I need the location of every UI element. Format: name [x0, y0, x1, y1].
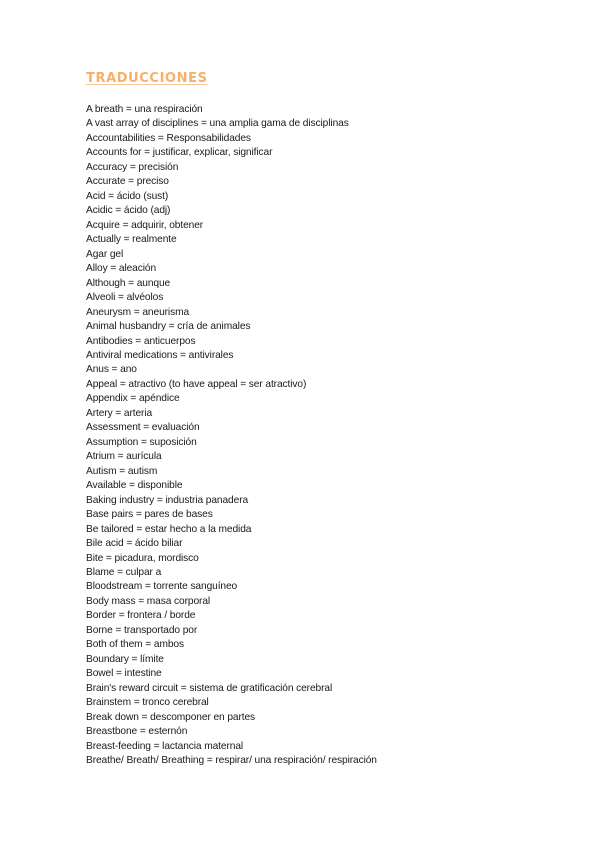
glossary-entry: Baking industry = industria panadera: [86, 494, 249, 506]
glossary-entry: Bowel = intestine: [86, 668, 162, 680]
glossary-entry: Blame = culpar a: [86, 567, 162, 578]
glossary-list: [86, 103, 377, 769]
glossary-entry: Antibodies = anticuerpos: [86, 335, 196, 347]
glossary-entry: Acquire = adquirir, obtener: [86, 219, 204, 231]
glossary-entry: Alloy = aleación: [86, 263, 157, 275]
glossary-entry: Acidic = ácido (adj): [86, 205, 171, 217]
page-title: TRADUCCIONES: [86, 71, 208, 86]
glossary-entry: Body mass = masa corporal: [86, 595, 211, 607]
glossary-entry: Alveoli = alvéolos: [86, 292, 164, 304]
glossary-entry: Aneurysm = aneurisma: [86, 306, 190, 318]
glossary-entry: Anus = ano: [86, 364, 137, 376]
glossary-entry: Assumption = suposición: [86, 436, 197, 448]
glossary-entry: Brainstem = tronco cerebral: [86, 697, 209, 709]
glossary-entry: Agar gel: [86, 248, 124, 260]
glossary-entry: Breastbone = esternón: [86, 726, 188, 738]
glossary-entry: Both of them = ambos: [86, 639, 184, 651]
glossary-entry: A breath = una respiración: [86, 104, 203, 115]
glossary-entry: Appeal = atractivo (to have appeal = ser atractivo): [86, 378, 307, 390]
glossary-entry: Accuracy = precisión: [86, 161, 179, 173]
glossary-entry: Be tailored = estar hecho a la medida: [86, 523, 252, 535]
glossary-entry: Actually = realmente: [86, 234, 177, 246]
glossary-entry: Accurate = preciso: [86, 176, 169, 188]
glossary-entry: Bloodstream = torrente sanguíneo: [86, 581, 238, 593]
glossary-entry: Autism = autism: [86, 465, 158, 477]
glossary-entry: Antiviral medications = antivirales: [86, 349, 234, 361]
glossary-entry: Animal husbandry = cría de animales: [86, 321, 251, 333]
glossary-entry: Break down = descomponer en partes: [86, 711, 256, 723]
glossary-entry: Brain's reward circuit = sistema de gratificación cerebral: [86, 682, 333, 694]
glossary-entry: Atrium = aurícula: [86, 451, 162, 463]
glossary-entry: Available = disponible: [86, 480, 183, 492]
glossary-entry: Boundary = límite: [86, 653, 164, 665]
glossary-entry: Breast-feeding = lactancia maternal: [86, 740, 244, 752]
glossary-entry: Although = aunque: [86, 277, 171, 289]
glossary-entry: Accounts for = justificar, explicar, significar: [86, 147, 273, 159]
glossary-entry: Assessment = evaluación: [86, 422, 200, 434]
glossary-entry: Bile acid = ácido biliar: [86, 538, 183, 550]
glossary-entry: A vast array of disciplines = una amplia gama de disciplinas: [86, 118, 349, 130]
glossary-entry: Border = frontera / borde: [86, 610, 196, 622]
glossary-entry: Borne = transportado por: [86, 624, 198, 636]
glossary-entry: Base pairs = pares de bases: [86, 509, 213, 521]
glossary-entry: Accountabilities = Responsabilidades: [86, 132, 251, 144]
glossary-entry: Breathe/ Breath/ Breathing = respirar/ una respiración/ respiración: [86, 755, 377, 767]
glossary-entry: Artery = arteria: [86, 407, 153, 419]
glossary-entry: Bite = picadura, mordisco: [86, 552, 199, 564]
glossary-entry: Acid = ácido (sust): [86, 190, 169, 202]
glossary-entry: Appendix = apéndice: [86, 393, 180, 405]
